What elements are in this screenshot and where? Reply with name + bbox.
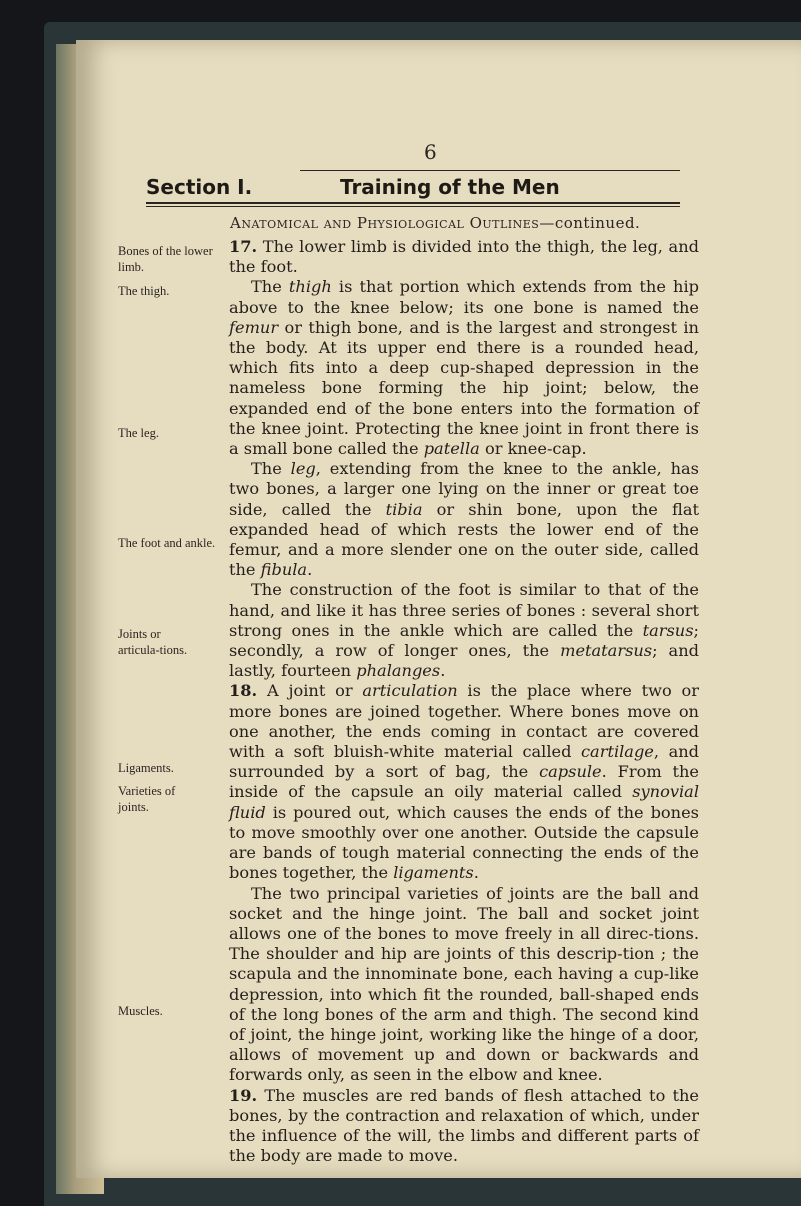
text-run: The	[251, 277, 289, 297]
text-run: ; and lastly, fourteen	[229, 641, 699, 681]
paragraph-varieties: The two principal varieties of joints are the ball and socket and the hinge joint. The ball and socket joint allows one of the bones to move freely in all direc-tions. The shoulder and hip are joints of this descrip-tion ; the scapula and the innominate bone, each having a cup-like depression, into which fit the rounded, ball-shaped ends of the long bones of the arm and thigh. The second kind of joint, the hinge joint, working like the hinge of a door, allows of movement up and down or backwards and forwards only, as seen in the elbow and knee.	[229, 883, 699, 1085]
paragraph-18	[229, 681, 699, 883]
body-text	[229, 237, 699, 1166]
text-run: . From the inside of the capsule an oily material called	[229, 762, 699, 802]
text-run: is that portion which extends from the hip above to the knee below; its one bone is named the	[229, 277, 699, 317]
text-run: is poured out, which causes the ends of the bones to move smoothly over one another. Outside the capsule are bands of tough material connecting the ends of the bones together, the	[229, 802, 699, 883]
term-cartilage: cartilage	[580, 742, 654, 762]
term-articulation: articulation	[362, 681, 458, 701]
page-title: Training of the Men	[340, 175, 560, 199]
paragraph-19	[229, 1086, 699, 1167]
term-thigh: thigh	[288, 277, 332, 297]
paragraph-thigh	[229, 277, 699, 459]
text-run: , and surrounded by a sort of bag, the	[229, 742, 700, 782]
subheading-prefix: Anatomical and Physiological Outlines	[230, 214, 540, 232]
paragraph-text: The muscles are red bands of flesh attached to the bones, by the contraction and relaxation of which, under the influence of the will, the limbs and different parts of the body are made to move.	[229, 1085, 699, 1166]
term-femur: femur	[229, 317, 279, 337]
text-run: .	[473, 863, 479, 883]
header-rule-top	[300, 170, 680, 171]
margin-note-muscles: Muscles.	[118, 1004, 163, 1018]
section-label: Section I.	[146, 175, 253, 199]
term-phalanges: phalanges	[356, 661, 441, 681]
paragraph-foot	[229, 580, 699, 681]
margin-note-leg: The leg.	[118, 426, 159, 440]
margin-note-joints: Joints or articula-tions.	[118, 627, 188, 657]
text-run: The construction of the foot is similar to that of the hand, and like it has three series of bones : several short strong ones in the ankle which are called the	[229, 580, 699, 640]
text-run: or thigh bone, and is the largest and strongest in the body. At its upper end there is a rounded head, which fits into a deep cup-shaped depression in the nameless bone forming the hip joint; below, the expanded end of the bone enters into the formation of the knee joint. Protecting the knee joint in front there is a small bone called the	[229, 317, 699, 459]
text-run: .	[307, 560, 313, 580]
paragraph-text: The lower limb is divided into the thigh, the leg, and the foot.	[229, 237, 699, 277]
text-run: ; secondly, a row of longer ones, the	[229, 620, 699, 661]
header-rule-bottom-thin	[146, 206, 680, 207]
term-metatarsus: metatarsus	[560, 641, 653, 661]
term-leg: leg	[290, 459, 316, 479]
text-run: or knee-cap.	[479, 439, 587, 459]
term-fibula: fibula	[260, 560, 308, 580]
text-run: or shin bone, upon the flat expanded head of which rests the lower end of the femur, and a more slender one on the outer side, called the	[229, 499, 699, 580]
paragraph-number: 19.	[229, 1085, 258, 1105]
term-synovial-fluid: synovial fluid	[229, 782, 699, 822]
term-tibia: tibia	[385, 499, 423, 519]
subheading-suffix: —continued.	[539, 214, 641, 232]
paragraph-number: 18.	[229, 681, 258, 701]
text-run: .	[440, 661, 446, 681]
margin-note-foot-ankle: The foot and ankle.	[118, 536, 216, 550]
header-rule-bottom	[146, 202, 680, 204]
margin-note-ligaments: Ligaments.	[118, 761, 174, 775]
margin-note-lower-limb: Bones of the lower limb.	[118, 244, 213, 274]
page-number: 6	[424, 140, 437, 164]
paragraph-17	[229, 237, 699, 277]
term-tarsus: tarsus	[642, 620, 694, 640]
paragraph-number: 17.	[229, 237, 258, 256]
section-subheading	[230, 214, 640, 232]
text-run: , extending from the knee to the ankle, has two bones, a larger one lying on the inner or great toe side, called the	[229, 459, 699, 519]
text-run: A joint or	[266, 681, 363, 701]
text-run: The	[251, 459, 291, 479]
margin-note-thigh: The thigh.	[118, 284, 170, 298]
text-run: is the place where two or more bones are joined together. Where bones move on one another, the ends coming in contact are covered with a soft bluish-white material called	[229, 681, 699, 762]
margin-note-varieties: Varieties of joints.	[118, 784, 176, 814]
paragraph-leg	[229, 459, 699, 580]
term-patella: patella	[423, 439, 480, 459]
term-capsule: capsule	[539, 762, 602, 782]
term-ligaments: ligaments	[393, 863, 474, 883]
